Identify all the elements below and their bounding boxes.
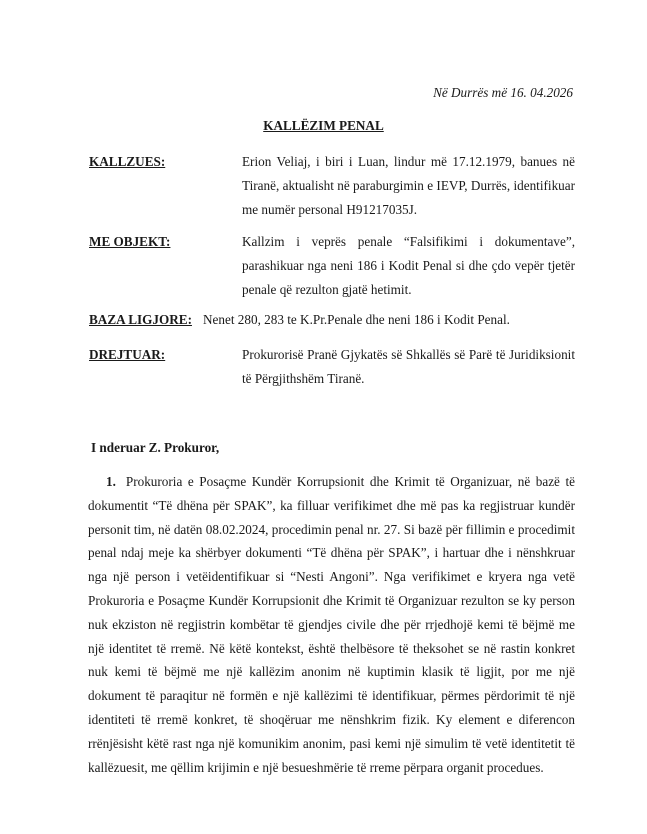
field-label-drejtuar: DREJTUAR:	[89, 347, 166, 362]
paragraph-text: Prokuroria e Posaçme Kundër Korrupsionit dhe Krimit të Organizuar, në bazë të dokumentit “Të dhëna për SPAK”, ka filluar verifikimet dhe më pas ka regjistruar kundër personit tim, në datën 08.02.2024, procedimin penal nr. 27. Si bazë për fillimin e procedimit penal ndaj meje ka shërbyer dokumenti “Të dhëna për SPAK”, i hartuar dhe i nënshkruar nga një person i vetëidentifikuar si “Nesti Angoni”. Nga verifikimet e kryera nga vetë Prokuroria e Posaçme Kundër Korrupsionit dhe Krimit të Organizuar rezulton se ky person nuk ekziston në regjistrin kombëtar të gjendjes civile dhe për rrjedhojë kemi të bëjmë me një identitet të rremë. Në këtë kontekst, është thelbësore të theksohet se në rastin konkret nuk kemi të bëjmë me një kallëzim anonim në kuptimin klasik të ligjit, por me një dokument të paraqitur në formën e një kallëzimi të identifikuar, përmes përdorimit të një identiteti të rremë konkret, të shoqëruar me nënshkrim fizik. Ky element e diferencon rrënjësisht këtë rast nga një komunikim anonim, pasi kemi një simulim të vetë identitetit të kallëzuesit, me qëllim krijimin e një besueshmërie të rreme përpara organit procedues.	[88, 474, 575, 775]
salutation: I nderuar Z. Prokuror,	[91, 440, 220, 455]
field-me-objekt	[89, 230, 575, 302]
paragraph-number: 1.	[106, 474, 116, 489]
field-label-me-objekt: ME OBJEKT:	[89, 234, 171, 249]
field-drejtuar	[89, 343, 575, 391]
field-value-baza-ligjore: Nenet 280, 283 te K.Pr.Penale dhe neni 186 i Kodit Penal.	[203, 312, 510, 327]
field-label-kallzues: KALLZUES:	[89, 154, 166, 169]
field-baza-ligjore	[89, 308, 575, 332]
field-label-baza-ligjore: BAZA LIGJORE:	[89, 312, 192, 327]
field-value-kallzues: Erion Veliaj, i biri i Luan, lindur më 17.12.1979, banues në Tiranë, aktualisht në paraburgimin e IEVP, Durrës, identifikuar me numër personal H91217035J.	[242, 154, 575, 217]
field-value-me-objekt: Kallzim i veprës penale “Falsifikimi i dokumentave”, parashikuar nga neni 186 i Kodit Penal si dhe çdo vepër tjetër penale që rezulton gjatë hetimit.	[242, 234, 575, 297]
field-value-drejtuar: Prokurorisë Pranë Gjykatës së Shkallës së Parë të Juridiksionit të Përgjithshëm Tiranë.	[242, 347, 575, 386]
body-paragraph	[88, 470, 575, 779]
field-kallzues	[89, 150, 575, 222]
place-date: Në Durrës më 16. 04.2026	[433, 85, 573, 100]
document-title: KALLËZIM PENAL	[263, 118, 384, 133]
